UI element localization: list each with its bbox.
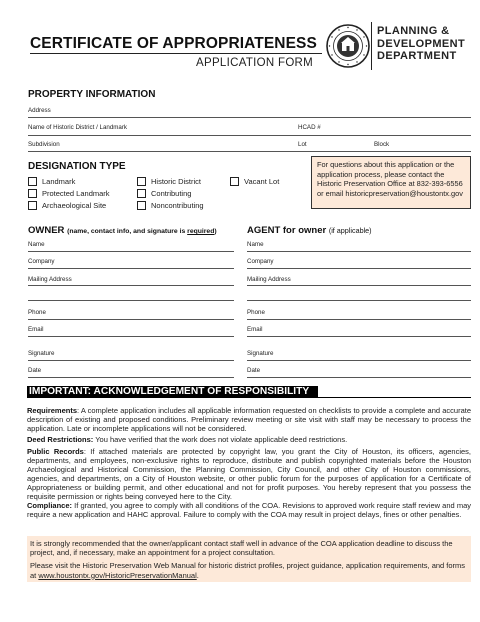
owner-email-label: Email bbox=[28, 326, 44, 333]
owner-address-field-2[interactable] bbox=[28, 300, 234, 301]
agent-signature-field[interactable] bbox=[247, 360, 471, 361]
agent-heading-label: AGENT for owner bbox=[247, 225, 327, 236]
historic-district-label: Historic District bbox=[151, 177, 201, 186]
owner-date-label: Date bbox=[28, 367, 42, 374]
protected-landmark-checkbox[interactable] bbox=[28, 189, 37, 198]
owner-phone-field[interactable] bbox=[28, 319, 234, 320]
owner-signature-label: Signature bbox=[28, 350, 55, 357]
agent-email-field[interactable] bbox=[247, 336, 471, 337]
owner-phone-label: Phone bbox=[28, 309, 46, 316]
deed-text: You have verified that the work does not violate applicable deed restrictions. bbox=[93, 435, 348, 444]
requirements-label: Requirements bbox=[27, 406, 78, 415]
contributing-label: Contributing bbox=[151, 189, 192, 198]
address-field[interactable] bbox=[28, 117, 471, 118]
agent-signature-label: Signature bbox=[247, 350, 274, 357]
owner-name-field[interactable] bbox=[28, 251, 234, 252]
subdivision-label: Subdivision bbox=[28, 141, 60, 148]
owner-address-field[interactable] bbox=[28, 285, 234, 286]
deed-label: Deed Restrictions: bbox=[27, 435, 94, 444]
requirements-paragraph bbox=[27, 406, 471, 433]
noncontributing-label: Noncontributing bbox=[151, 201, 204, 210]
department-line-3: DEPARTMENT bbox=[377, 50, 457, 63]
compliance-label: Compliance: bbox=[27, 501, 73, 510]
address-label: Address bbox=[28, 107, 51, 114]
agent-date-label: Date bbox=[247, 367, 261, 374]
landmark-checkbox[interactable] bbox=[28, 177, 37, 186]
agent-company-field[interactable] bbox=[247, 268, 471, 269]
designation-heading: DESIGNATION TYPE bbox=[28, 161, 126, 172]
agent-company-label: Company bbox=[247, 258, 274, 265]
form-subtitle: APPLICATION FORM bbox=[196, 57, 314, 69]
owner-address-label: Mailing Address bbox=[28, 276, 72, 283]
landmark-label: Landmark bbox=[42, 177, 76, 186]
department-line-1: PLANNING & bbox=[377, 25, 450, 37]
owner-company-label: Company bbox=[28, 258, 55, 265]
compliance-text: If granted, you agree to comply with all conditions of the COA. Revisions to approved work require staff review and may require a new application and HAHC approval. Failure to comply with the COA may result in project delays, fines or other penalties. bbox=[27, 501, 471, 520]
manual-text bbox=[30, 561, 468, 579]
lot-label: Lot bbox=[298, 141, 307, 148]
owner-note-prefix: (name, contact info, and signature is bbox=[67, 228, 188, 235]
archaeological-site-label: Archaeological Site bbox=[42, 201, 107, 210]
public-records-paragraph bbox=[27, 447, 471, 502]
owner-heading bbox=[28, 225, 217, 236]
property-heading: PROPERTY INFORMATION bbox=[28, 89, 156, 100]
agent-date-field[interactable] bbox=[247, 377, 471, 378]
owner-note bbox=[67, 228, 217, 235]
agent-name-field[interactable] bbox=[247, 251, 471, 252]
public-records-text: : If attached materials are protected by copyright law, you grant the City of Houston, its officers, agencies, departments, and employees, non-exclusive rights to reproduce, distribute and publish copyrighted materials before the Houston Archaeological and Historical Commission, the Planning Commission, City Council, and other City of Houston commissions, agencies, and departments, on a City of Houston website, or other public forum for the purposes of application for a Certificate of Appropriateness or building permit, and other educational and not for profit purposes. You hereby represent that you possess the requisite permission or rights being conveyed here to the City. bbox=[27, 447, 471, 502]
block-label: Block bbox=[374, 141, 390, 148]
recommendation-text: It is strongly recommended that the owner/applicant contact staff well in advance of the COA application deadline to discuss the project, and, if necessary, make an appointment for a project consultation. bbox=[30, 539, 453, 558]
contributing-checkbox[interactable] bbox=[137, 189, 146, 198]
manual-link[interactable]: www.houstontx.gov/HistoricPreservationManual bbox=[38, 570, 197, 580]
department-line-2: DEVELOPMENT bbox=[377, 37, 466, 50]
title-divider bbox=[30, 53, 322, 54]
agent-address-field[interactable] bbox=[247, 285, 471, 286]
hcad-label: HCAD # bbox=[298, 124, 321, 131]
agent-phone-field[interactable] bbox=[247, 319, 471, 320]
owner-name-label: Name bbox=[28, 241, 45, 248]
district-field[interactable] bbox=[28, 135, 471, 136]
agent-name-label: Name bbox=[247, 241, 264, 248]
historic-district-checkbox[interactable] bbox=[137, 177, 146, 186]
subdivision-field[interactable] bbox=[28, 151, 471, 152]
public-records-label: Public Records bbox=[27, 447, 84, 456]
noncontributing-checkbox[interactable] bbox=[137, 201, 146, 210]
owner-heading-label: OWNER bbox=[28, 225, 65, 236]
agent-address-field-2[interactable] bbox=[247, 300, 471, 301]
important-heading: IMPORTANT: ACKNOWLEDGEMENT OF RESPONSIBILITY bbox=[27, 386, 318, 398]
agent-email-label: Email bbox=[247, 326, 263, 333]
agent-phone-label: Phone bbox=[247, 309, 265, 316]
form-title: CERTIFICATE OF APPROPRIATENESS bbox=[30, 35, 317, 52]
archaeological-site-checkbox[interactable] bbox=[28, 201, 37, 210]
owner-signature-field[interactable] bbox=[28, 360, 234, 361]
contact-info-box: For questions about this application or the application process, please contact the Historic Preservation Office at 832-393-6556 or email historicpreservation@houstontx.gov bbox=[311, 156, 471, 209]
deed-paragraph bbox=[27, 435, 471, 444]
owner-note-required: required bbox=[187, 228, 215, 235]
manual-suffix: . bbox=[196, 570, 199, 580]
manual-prefix: Please visit the Historic Preservation Web Manual for historic district profiles, project guidance, application requirements, and forms at bbox=[30, 561, 466, 580]
vacant-lot-label: Vacant Lot bbox=[244, 177, 280, 186]
owner-note-suffix: ) bbox=[214, 228, 217, 235]
important-divider bbox=[27, 397, 471, 398]
agent-heading bbox=[247, 225, 372, 236]
compliance-paragraph bbox=[27, 501, 471, 519]
district-label: Name of Historic District / Landmark bbox=[28, 124, 128, 131]
city-seal-logo bbox=[326, 24, 370, 68]
department-name bbox=[377, 25, 465, 63]
agent-note: (if applicable) bbox=[328, 226, 372, 235]
owner-company-field[interactable] bbox=[28, 268, 234, 269]
recommendation-box bbox=[27, 536, 471, 582]
owner-date-field[interactable] bbox=[28, 377, 234, 378]
agent-address-label: Mailing Address bbox=[247, 276, 291, 283]
protected-landmark-label: Protected Landmark bbox=[42, 189, 110, 198]
vacant-lot-checkbox[interactable] bbox=[230, 177, 239, 186]
header-divider bbox=[371, 22, 372, 70]
owner-email-field[interactable] bbox=[28, 336, 234, 337]
requirements-text: : A complete application includes all applicable information requested on checklists to provide a complete and accurate description of existing and proposed conditions. Preliminary review meeting or site visit with staff may be necessary to process the application. Late or incomplete applications will not be considered. bbox=[27, 406, 471, 434]
